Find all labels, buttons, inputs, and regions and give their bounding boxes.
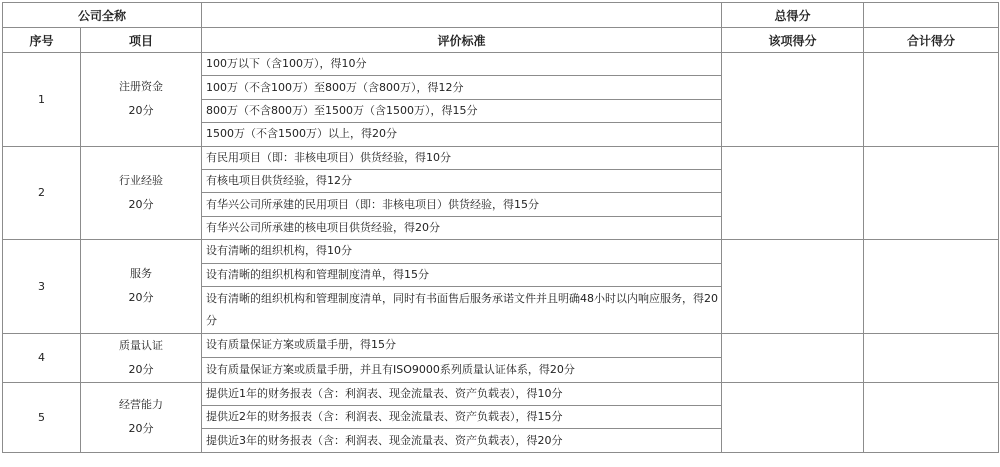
group-number: 1: [3, 53, 81, 147]
criteria-cell: 1500万（不含1500万）以上，得20分: [202, 123, 722, 146]
criteria-cell: 有核电项目供货经验，得12分: [202, 169, 722, 192]
item-score-cell[interactable]: [722, 146, 864, 240]
table-row: [3, 146, 999, 169]
criteria-cell: 有华兴公司所承建的民用项目（即：非核电项目）供货经验，得15分: [202, 193, 722, 216]
criteria-cell: 有民用项目（即：非核电项目）供货经验，得10分: [202, 146, 722, 169]
group-item-name: 注册资金: [119, 80, 163, 94]
group-number: 5: [3, 382, 81, 452]
sum-score-cell[interactable]: [864, 240, 999, 334]
item-score-cell[interactable]: [722, 333, 864, 382]
sum-score-cell[interactable]: [864, 333, 999, 382]
table-row: [3, 333, 999, 358]
column-header-row: [3, 28, 999, 53]
item-score-cell[interactable]: [722, 382, 864, 452]
group-item-name: 经营能力: [119, 398, 163, 412]
sum-score-cell[interactable]: [864, 53, 999, 147]
col-header-criteria: 评价标准: [202, 28, 722, 53]
evaluation-table: [2, 2, 999, 453]
group-number: 2: [3, 146, 81, 240]
col-header-item: 项目: [81, 28, 202, 53]
group-item-name: 质量认证: [119, 338, 163, 352]
criteria-cell: 有华兴公司所承建的核电项目供货经验，得20分: [202, 216, 722, 239]
header-row-company: [3, 3, 999, 28]
company-full-name-label: 公司全称: [3, 3, 202, 28]
group-item-points: 20分: [128, 422, 154, 436]
company-full-name-cell[interactable]: [202, 3, 722, 28]
criteria-cell: 设有清晰的组织机构和管理制度清单，得15分: [202, 263, 722, 286]
item-score-cell[interactable]: [722, 53, 864, 147]
item-score-cell[interactable]: [722, 240, 864, 334]
group-number: 4: [3, 333, 81, 382]
col-header-no: 序号: [3, 28, 81, 53]
table-row: [3, 382, 999, 405]
criteria-cell: 100万以下（含100万），得10分: [202, 53, 722, 76]
criteria-cell: 设有清晰的组织机构和管理制度清单，同时有书面售后服务承诺文件并且明确48小时以内响应服务，得20分: [202, 286, 722, 333]
criteria-cell: 800万（不含800万）至1500万（含1500万），得15分: [202, 99, 722, 122]
criteria-cell: 设有清晰的组织机构，得10分: [202, 240, 722, 263]
group-item-points: 20分: [128, 197, 154, 211]
criteria-cell: 提供近3年的财务报表（含：利润表、现金流量表、资产负载表），得20分: [202, 429, 722, 452]
total-score-label: 总得分: [722, 3, 864, 28]
group-item-name: 行业经验: [119, 173, 163, 187]
group-item: [81, 382, 202, 452]
sum-score-cell[interactable]: [864, 382, 999, 452]
group-item-name: 服务: [130, 267, 152, 281]
criteria-cell: 提供近2年的财务报表（含：利润表、现金流量表、资产负载表），得15分: [202, 406, 722, 429]
group-item: [81, 53, 202, 147]
total-score-cell[interactable]: [864, 3, 999, 28]
col-header-sum-score: 合计得分: [864, 28, 999, 53]
criteria-cell: 设有质量保证方案或质量手册，并且有ISO9000系列质量认证体系，得20分: [202, 358, 722, 383]
group-item-points: 20分: [128, 362, 154, 376]
group-item-points: 20分: [128, 104, 154, 118]
sum-score-cell[interactable]: [864, 146, 999, 240]
criteria-cell: 100万（不含100万）至800万（含800万），得12分: [202, 76, 722, 99]
table-row: [3, 240, 999, 263]
criteria-cell: 提供近1年的财务报表（含：利润表、现金流量表、资产负载表），得10分: [202, 382, 722, 405]
group-item: [81, 333, 202, 382]
group-number: 3: [3, 240, 81, 334]
group-item-points: 20分: [128, 291, 154, 305]
col-header-item-score: 该项得分: [722, 28, 864, 53]
criteria-cell: 设有质量保证方案或质量手册，得15分: [202, 333, 722, 358]
group-item: [81, 240, 202, 334]
group-item: [81, 146, 202, 240]
table-row: [3, 53, 999, 76]
